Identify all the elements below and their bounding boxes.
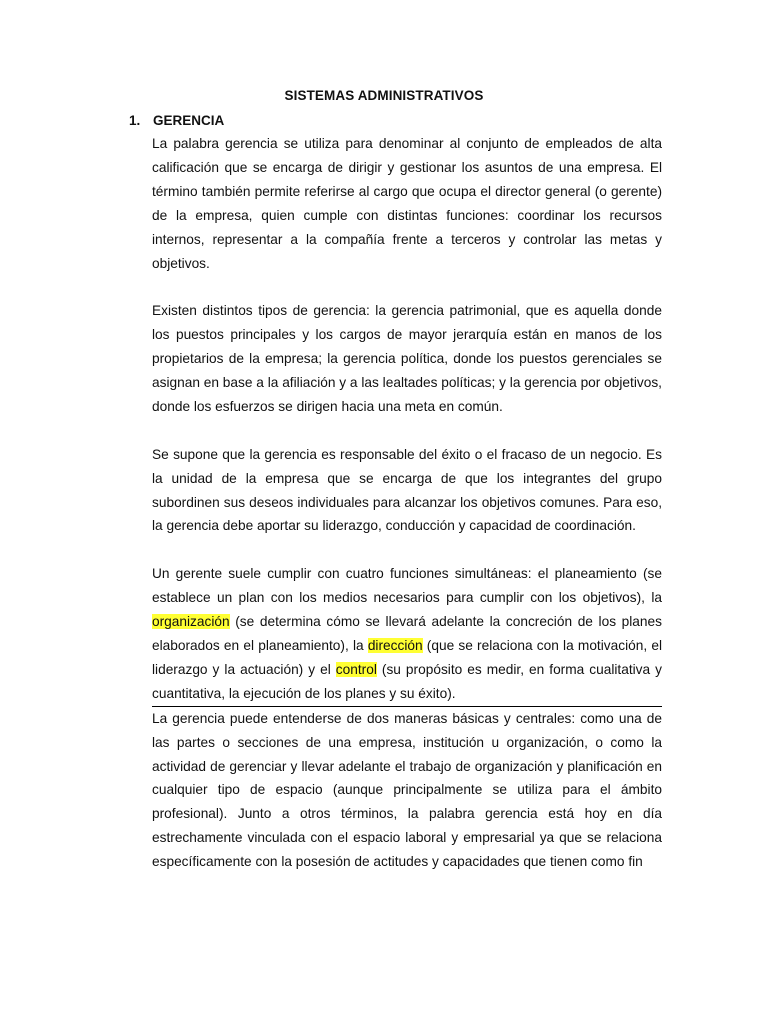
section-title: GERENCIA: [153, 113, 225, 128]
highlighted-term-control: control: [335, 661, 377, 677]
highlighted-term-direccion: dirección: [367, 637, 423, 653]
text-run: (que se relaciona con la motivación, el liderazgo y la actuación) y el: [152, 637, 662, 677]
highlighted-term-organizacion: organización: [152, 614, 230, 630]
paragraph: Se supone que la gerencia es responsable del éxito o el fracaso de un negocio. Es la unidad de la empresa que se encarga de que los integrantes del grupo subordinen sus deseos individuales para alcanzar los objetivos comunes. Para eso, la gerencia debe aportar su liderazgo, conducción y capacidad de coordinación.: [152, 446, 662, 534]
paragraph: Existen distintos tipos de gerencia: la gerencia patrimonial, que es aquella donde los puestos principales y los cargos de mayor jerarquía están en manos de los propietarios de la empresa; la gerencia política, donde los puestos gerenciales se asignan en base a la afiliación y a las lealtades políticas; y la gerencia por objetivos, donde los esfuerzos se dirigen hacia una meta en común.: [152, 303, 662, 414]
paragraph: La gerencia puede entenderse de dos maneras básicas y centrales: como una de las partes o secciones de una empresa, institución u organización, o como la actividad de gerenciar y llevar adelante el trabajo de organización y planificación en cualquier tipo de espacio (aunque principalmente se utiliza para el ámbito profesional). Junto a otros términos, la palabra gerencia está hoy en día estrechamente vinculada con el espacio laboral y empresarial ya que se relaciona específicamente con la posesión de actitudes y capacidades que tienen como fin: [152, 710, 662, 870]
document-body: [152, 132, 662, 874]
text-run: (su propósito es medir, en forma cualitativa y cuantitativa, la ejecución de los planes y su éxito).: [152, 661, 662, 701]
section-number: 1.: [129, 113, 141, 128]
text-run: Un gerente suele cumplir con cuatro funciones simultáneas: el planeamiento (se establece un plan con los medios necesarios para cumplir con los objetivos), la: [152, 566, 662, 606]
section-heading: [129, 113, 224, 128]
paragraph: La palabra gerencia se utiliza para denominar al conjunto de empleados de alta calificación que se encarga de dirigir y gestionar los asuntos de una empresa. El término también permite referirse al cargo que ocupa el director general (o gerente) de la empresa, quien cumple con distintas funciones: coordinar los recursos internos, representar a la compañía frente a terceros y controlar las metas y objetivos.: [152, 136, 662, 271]
document-title: SISTEMAS ADMINISTRATIVOS: [284, 88, 484, 103]
text-run: (se determina cómo se llevará adelante la concreción de los planes elaborados en el planeamiento), la: [152, 614, 662, 653]
functions-paragraph: [152, 562, 662, 705]
